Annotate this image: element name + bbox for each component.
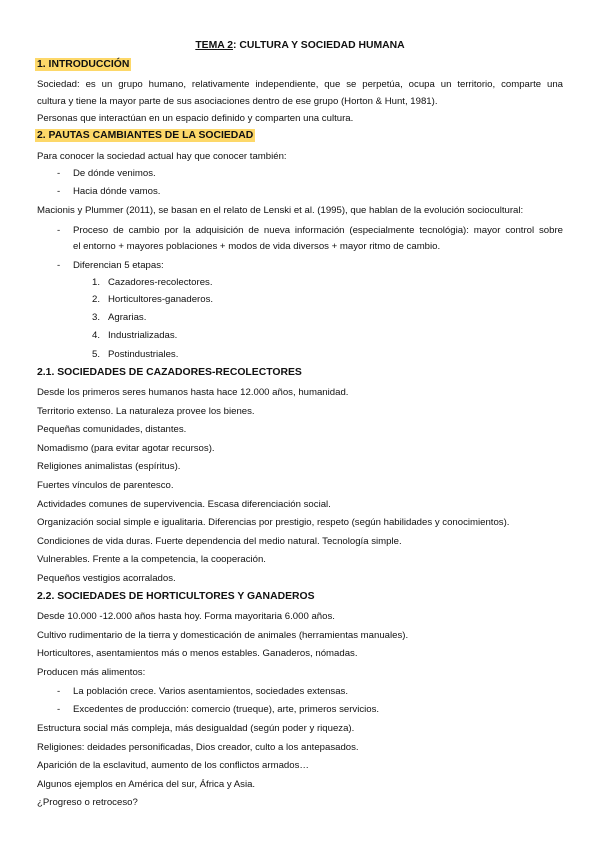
paragraph: Algunos ejemplos en América del sur, África y Asia. bbox=[37, 779, 256, 790]
list-item: Excedentes de producción: comercio (trueque), arte, primeros servicios. bbox=[73, 704, 380, 715]
paragraph: Sociedad: es un grupo humano, relativamente independiente, que se perpetúa, ocupa un territorio, comparte una bbox=[37, 79, 563, 90]
list-item: La población crece. Varios asentamientos, sociedades extensas. bbox=[73, 686, 349, 697]
page-title: TEMA 2: CULTURA Y SOCIEDAD HUMANA bbox=[195, 40, 405, 51]
stage-item: Industrializadas. bbox=[108, 330, 178, 341]
list-number: 3. bbox=[92, 312, 101, 323]
heading-horticultores: 2.2. SOCIEDADES DE HORTICULTORES Y GANADEROS bbox=[37, 591, 315, 602]
stage-item: Cazadores-recolectores. bbox=[108, 277, 213, 288]
stage-item: Postindustriales. bbox=[108, 349, 179, 360]
list-item: Proceso de cambio por la adquisición de nueva información (especialmente tecnológia): mayor control sobre bbox=[73, 225, 563, 236]
heading-pautas: 2. PAUTAS CAMBIANTES DE LA SOCIEDAD bbox=[37, 130, 254, 141]
list-item: Diferencian 5 etapas: bbox=[73, 260, 164, 271]
paragraph: Personas que interactúan en un espacio definido y comparten una cultura. bbox=[37, 113, 354, 124]
paragraph: ¿Progreso o retroceso? bbox=[37, 797, 138, 808]
list-item: el entorno + mayores poblaciones + modos de vida diversos + mayor ritmo de cambio. bbox=[73, 241, 441, 252]
stage-item: Horticultores-ganaderos. bbox=[108, 294, 214, 305]
paragraph: Vulnerables. Frente a la competencia, la cooperación. bbox=[37, 554, 266, 566]
list-number: 1. bbox=[92, 277, 101, 288]
paragraph: Aparición de la esclavitud, aumento de los conflictos armados… bbox=[37, 760, 309, 771]
paragraph: cultura y tiene la mayor parte de sus asociaciones dentro de ese grupo (Horton & Hunt, 1981). bbox=[37, 96, 438, 107]
paragraph: Horticultores, asentamientos más o menos estables. Ganaderos, nómadas. bbox=[37, 648, 358, 659]
paragraph: Desde los primeros seres humanos hasta hace 12.000 años, humanidad. bbox=[37, 387, 349, 398]
paragraph: Territorio extenso. La naturaleza provee los bienes. bbox=[37, 405, 255, 417]
list-item: Hacia dónde vamos. bbox=[73, 186, 161, 197]
paragraph: Pequeños vestigios acorralados. bbox=[37, 573, 176, 584]
bullet-dash: - bbox=[57, 260, 61, 271]
paragraph: Macionis y Plummer (2011), se basan en el relato de Lenski et al. (1995), que hablan de la evolución sociocultural: bbox=[37, 205, 524, 216]
heading-cazadores: 2.1. SOCIEDADES DE CAZADORES-RECOLECTORES bbox=[37, 367, 302, 378]
paragraph: Religiones: deidades personificadas, Dios creador, culto a los antepasados. bbox=[37, 742, 359, 753]
bullet-dash: - bbox=[57, 186, 61, 197]
paragraph: Producen más alimentos: bbox=[37, 667, 146, 678]
list-number: 2. bbox=[92, 294, 101, 305]
paragraph: Estructura social más compleja, más desigualdad (según poder y riqueza). bbox=[37, 723, 355, 734]
paragraph: Desde 10.000 -12.000 años hasta hoy. Forma mayoritaria 6.000 años. bbox=[37, 611, 335, 622]
paragraph: Organización social simple e igualitaria. Diferencias por prestigio, respeto (según habilidades y conocimientos). bbox=[37, 517, 510, 529]
bullet-dash: - bbox=[57, 704, 61, 715]
bullet-dash: - bbox=[57, 168, 61, 179]
paragraph: Para conocer la sociedad actual hay que conocer también: bbox=[37, 151, 287, 162]
paragraph: Cultivo rudimentario de la tierra y domesticación de animales (herramientas manuales). bbox=[37, 630, 409, 641]
list-number: 4. bbox=[92, 330, 101, 341]
list-item: De dónde venimos. bbox=[73, 168, 156, 179]
paragraph: Nomadismo (para evitar agotar recursos). bbox=[37, 442, 215, 454]
heading-introduccion: 1. INTRODUCCIÓN bbox=[37, 59, 130, 70]
paragraph: Fuertes vínculos de parentesco. bbox=[37, 480, 174, 491]
paragraph: Religiones animalistas (espíritus). bbox=[37, 461, 181, 473]
list-number: 5. bbox=[92, 349, 101, 360]
bullet-dash: - bbox=[57, 686, 61, 697]
stage-item: Agrarias. bbox=[108, 312, 147, 323]
paragraph: Pequeñas comunidades, distantes. bbox=[37, 424, 187, 436]
bullet-dash: - bbox=[57, 225, 61, 236]
paragraph: Condiciones de vida duras. Fuerte dependencia del medio natural. Tecnología simple. bbox=[37, 535, 402, 547]
paragraph: Actividades comunes de supervivencia. Escasa diferenciación social. bbox=[37, 498, 331, 510]
